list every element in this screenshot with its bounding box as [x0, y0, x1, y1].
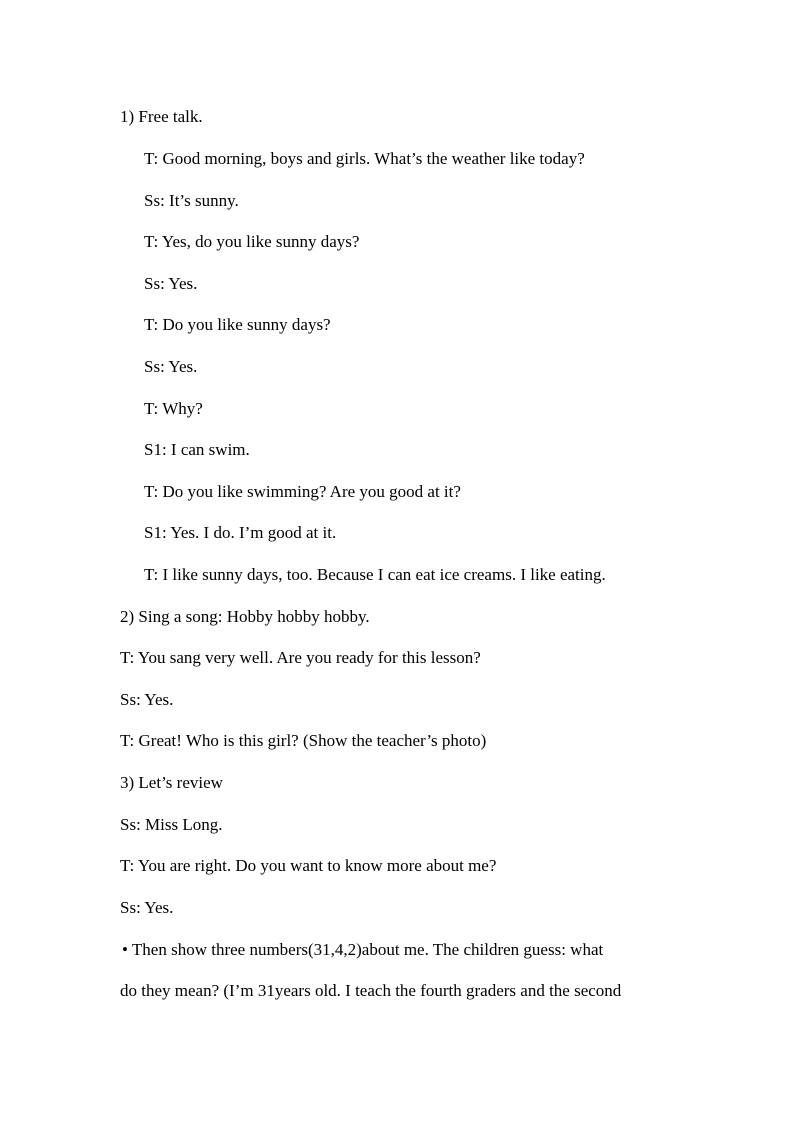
dialogue-line: S1: Yes. I do. I’m good at it. [144, 523, 337, 542]
paragraph-line: do they mean? (I’m 31years old. I teach the fourth graders and the second [120, 981, 622, 1000]
dialogue-line: Ss: Yes. [120, 690, 174, 709]
dialogue-line: T: You sang very well. Are you ready for this lesson? [120, 648, 481, 667]
dialogue-line: Ss: Yes. [120, 898, 174, 917]
dialogue-line: T: Do you like swimming? Are you good at it? [144, 482, 461, 501]
dialogue-line: T: Great! Who is this girl? (Show the teacher’s photo) [120, 731, 487, 750]
dialogue-line: Ss: It’s sunny. [144, 191, 239, 210]
dialogue-line: Ss: Miss Long. [120, 815, 223, 834]
section-heading-free-talk: 1) Free talk. [120, 107, 203, 126]
dialogue-line: S1: I can swim. [144, 440, 250, 459]
dialogue-line: T: You are right. Do you want to know more about me? [120, 856, 497, 875]
section-heading-lets-review: 3) Let’s review [120, 773, 223, 792]
dialogue-line: T: Do you like sunny days? [144, 315, 331, 334]
dialogue-line: T: I like sunny days, too. Because I can eat ice creams. I like eating. [144, 565, 606, 584]
dialogue-line: T: Yes, do you like sunny days? [144, 232, 360, 251]
dialogue-line: T: Why? [144, 399, 203, 418]
dialogue-line: Ss: Yes. [144, 357, 198, 376]
bullet-paragraph-line: • Then show three numbers(31,4,2)about me. The children guess: what [122, 940, 604, 959]
dialogue-line: T: Good morning, boys and girls. What’s the weather like today? [144, 149, 585, 168]
section-heading-sing-a-song: 2) Sing a song: Hobby hobby hobby. [120, 607, 370, 626]
dialogue-line: Ss: Yes. [144, 274, 198, 293]
